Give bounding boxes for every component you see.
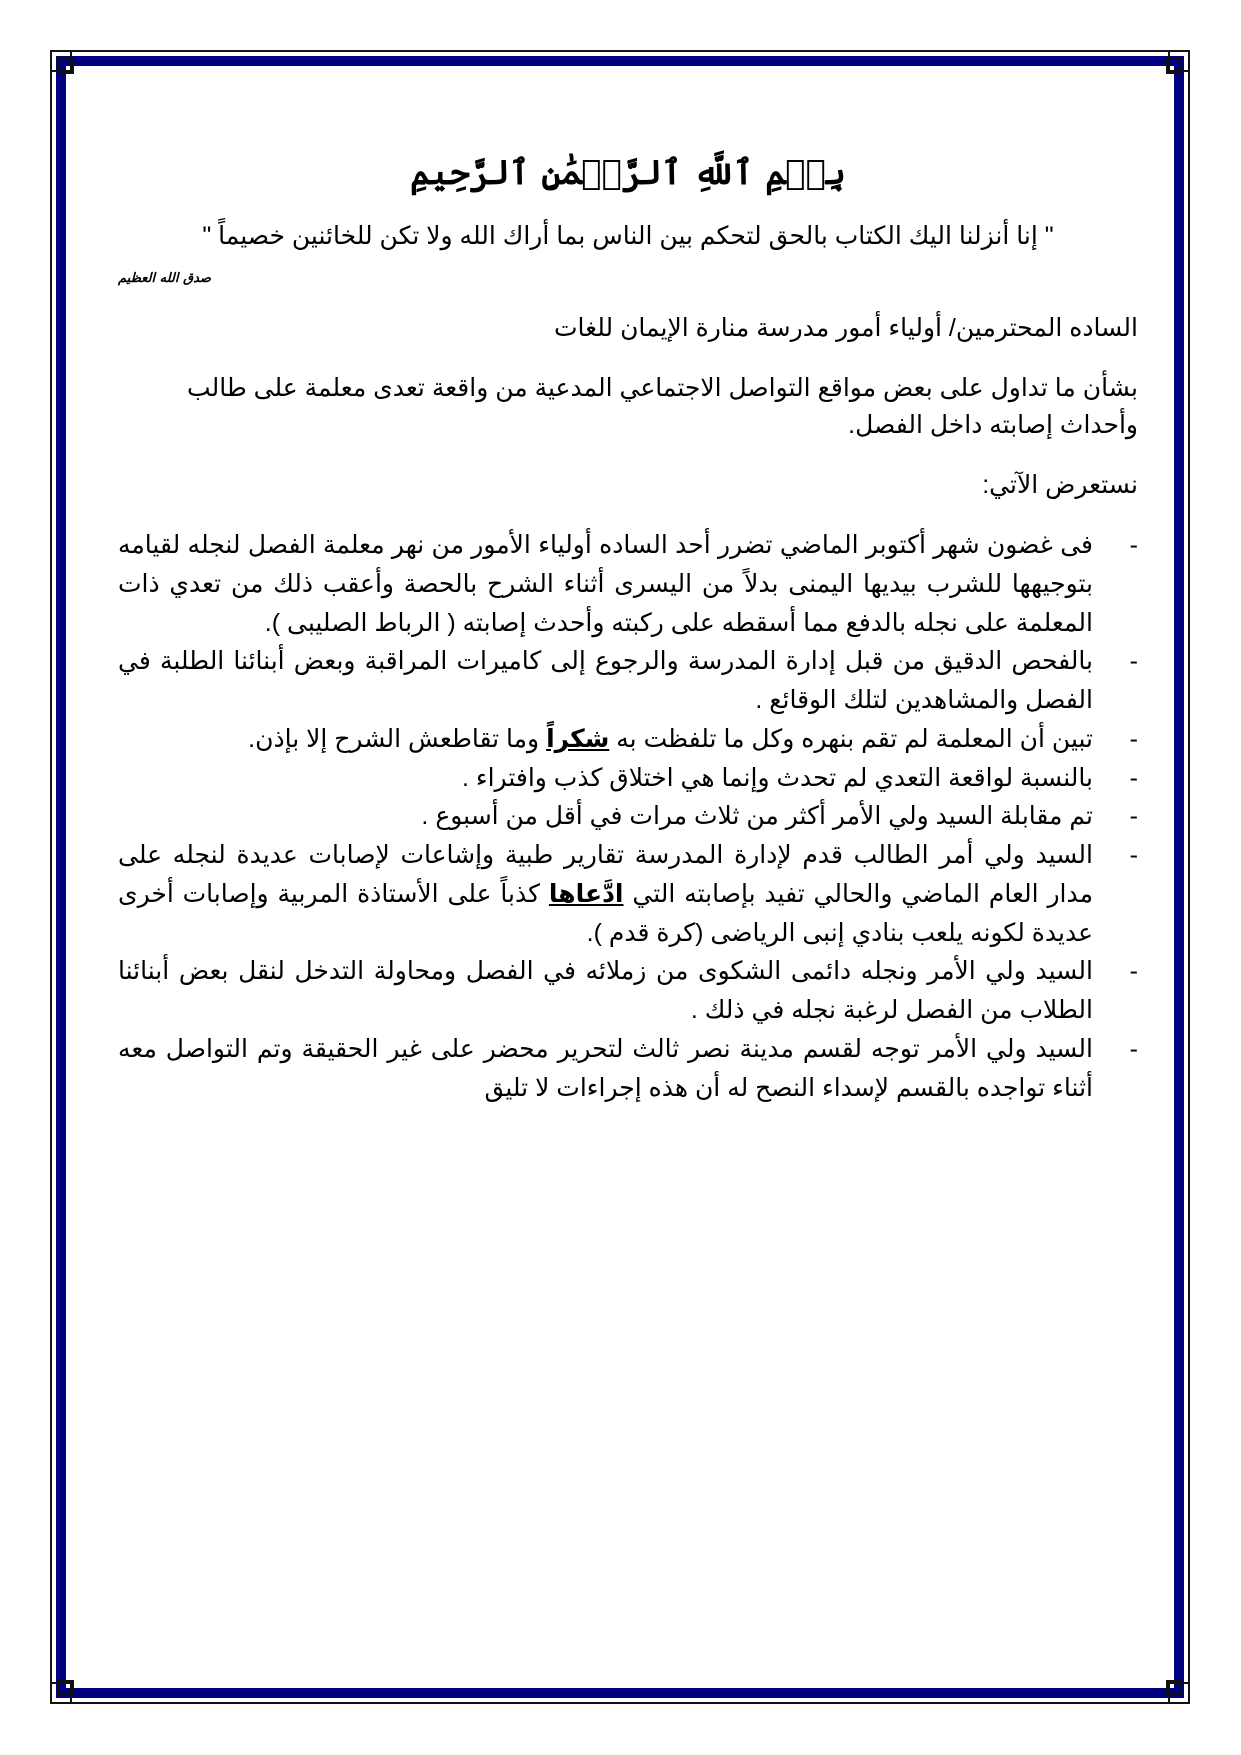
bullet-dash: - xyxy=(1129,531,1138,560)
bullet-dash: - xyxy=(1129,957,1138,986)
list-item-text-before: السيد ولي أمر الطالب قدم لإدارة المدرسة تقارير طبية وإشاعات لإصابات عديدة لنجله على مدار العام الماضي والحالي تفيد بإصابته التي xyxy=(118,841,1093,908)
list-item-text: بالفحص الدقيق من قبل إدارة المدرسة والرجوع إلى كاميرات المراقبة وبعض أبنائنا الطلبة في الفصل والمشاهدين لتلك الوقائع . xyxy=(118,647,1093,715)
bullet-dash: - xyxy=(1129,841,1138,870)
list-item xyxy=(118,642,1138,720)
list-item xyxy=(118,759,1138,798)
salutation: الساده المحترمين/ أولياء أمور مدرسة منارة الإيمان للغات xyxy=(554,314,1138,343)
letter-body xyxy=(118,150,1138,1107)
bullet-dash: - xyxy=(1129,763,1138,792)
corner-ornament-top-right-inner xyxy=(1166,58,1182,74)
quran-verse: " إنا أنزلنا اليك الكتاب بالحق لتحكم بين الناس بما أراك الله ولا تكن للخائنين خصيماً " xyxy=(202,221,1054,250)
list-item xyxy=(118,797,1138,836)
corner-ornament-bottom-left-inner xyxy=(58,1680,74,1696)
list-item-text-before: تبين أن المعلمة لم تقم بنهره وكل ما تلفظت به xyxy=(609,724,1093,753)
corner-ornament-bottom-right-inner xyxy=(1166,1680,1182,1696)
list-item-text-after: وما تقاطعش الشرح إلا بإذن. xyxy=(248,724,547,753)
intro-line: نستعرض الآتي: xyxy=(982,470,1138,499)
emphasized-word: شكراً xyxy=(546,724,610,753)
statement-list xyxy=(118,526,1138,1107)
list-item xyxy=(118,836,1138,952)
verse-closing: صدق الله العظيم xyxy=(118,271,211,287)
corner-ornament-top-left-inner xyxy=(58,58,74,74)
list-item xyxy=(118,952,1138,1030)
list-item-text: السيد ولي الأمر ونجله دائمى الشكوى من زملائه في الفصل ومحاولة التدخل لنقل بعض أبنائنا الطلاب من الفصل لرغبة نجله في ذلك . xyxy=(118,957,1093,1025)
list-item-text: السيد ولي الأمر توجه لقسم مدينة نصر ثالث لتحرير محضر على غير الحقيقة وتم التواصل معه أثناء تواجده بالقسم لإسداء النصح له أن هذه إجراءات لا تليق xyxy=(118,1034,1093,1102)
emphasized-word: ادَّعاها xyxy=(548,879,624,908)
list-item-text-after: كذباً على الأستاذة المربية وإصابات أخرى عديدة لكونه يلعب بنادي إنبى الرياضى (كرة قدم ). xyxy=(118,879,1093,947)
bullet-dash: - xyxy=(1129,647,1138,676)
basmala-heading: بِسۡمِ ٱللَّهِ ٱلرَّحۡمَٰنِ ٱلرَّحِيمِ xyxy=(410,153,846,193)
list-item-text: تم مقابلة السيد ولي الأمر أكثر من ثلاث مرات في أقل من أسبوع . xyxy=(421,802,1093,831)
bullet-dash: - xyxy=(1129,802,1138,831)
subject-paragraph: بشأن ما تداول على بعض مواقع التواصل الاجتماعي المدعية من واقعة تعدى معلمة على طالب وأحداث إصابته داخل الفصل. xyxy=(187,373,1138,440)
bullet-dash: - xyxy=(1129,724,1138,753)
bullet-dash: - xyxy=(1129,1034,1138,1063)
list-item xyxy=(118,1030,1138,1108)
list-item xyxy=(118,526,1138,642)
list-item-text: بالنسبة لواقعة التعدي لم تحدث وإنما هي اختلاق كذب وافتراء . xyxy=(461,763,1093,792)
list-item-text: فى غضون شهر أكتوبر الماضي تضرر أحد الساده أولياء الأمور من نهر معلمة الفصل لنجله لقيامه بتوجيهها للشرب بيديها اليمنى بدلاً من اليسرى أثناء الشرح بالحصة وأعقب ذلك من تعدي ذات المعلمة على نجله بالدفع مما أسقطه على ركبته وأحدث إصابته ( الرباط الصليبى ). xyxy=(118,531,1094,637)
list-item xyxy=(118,720,1138,759)
